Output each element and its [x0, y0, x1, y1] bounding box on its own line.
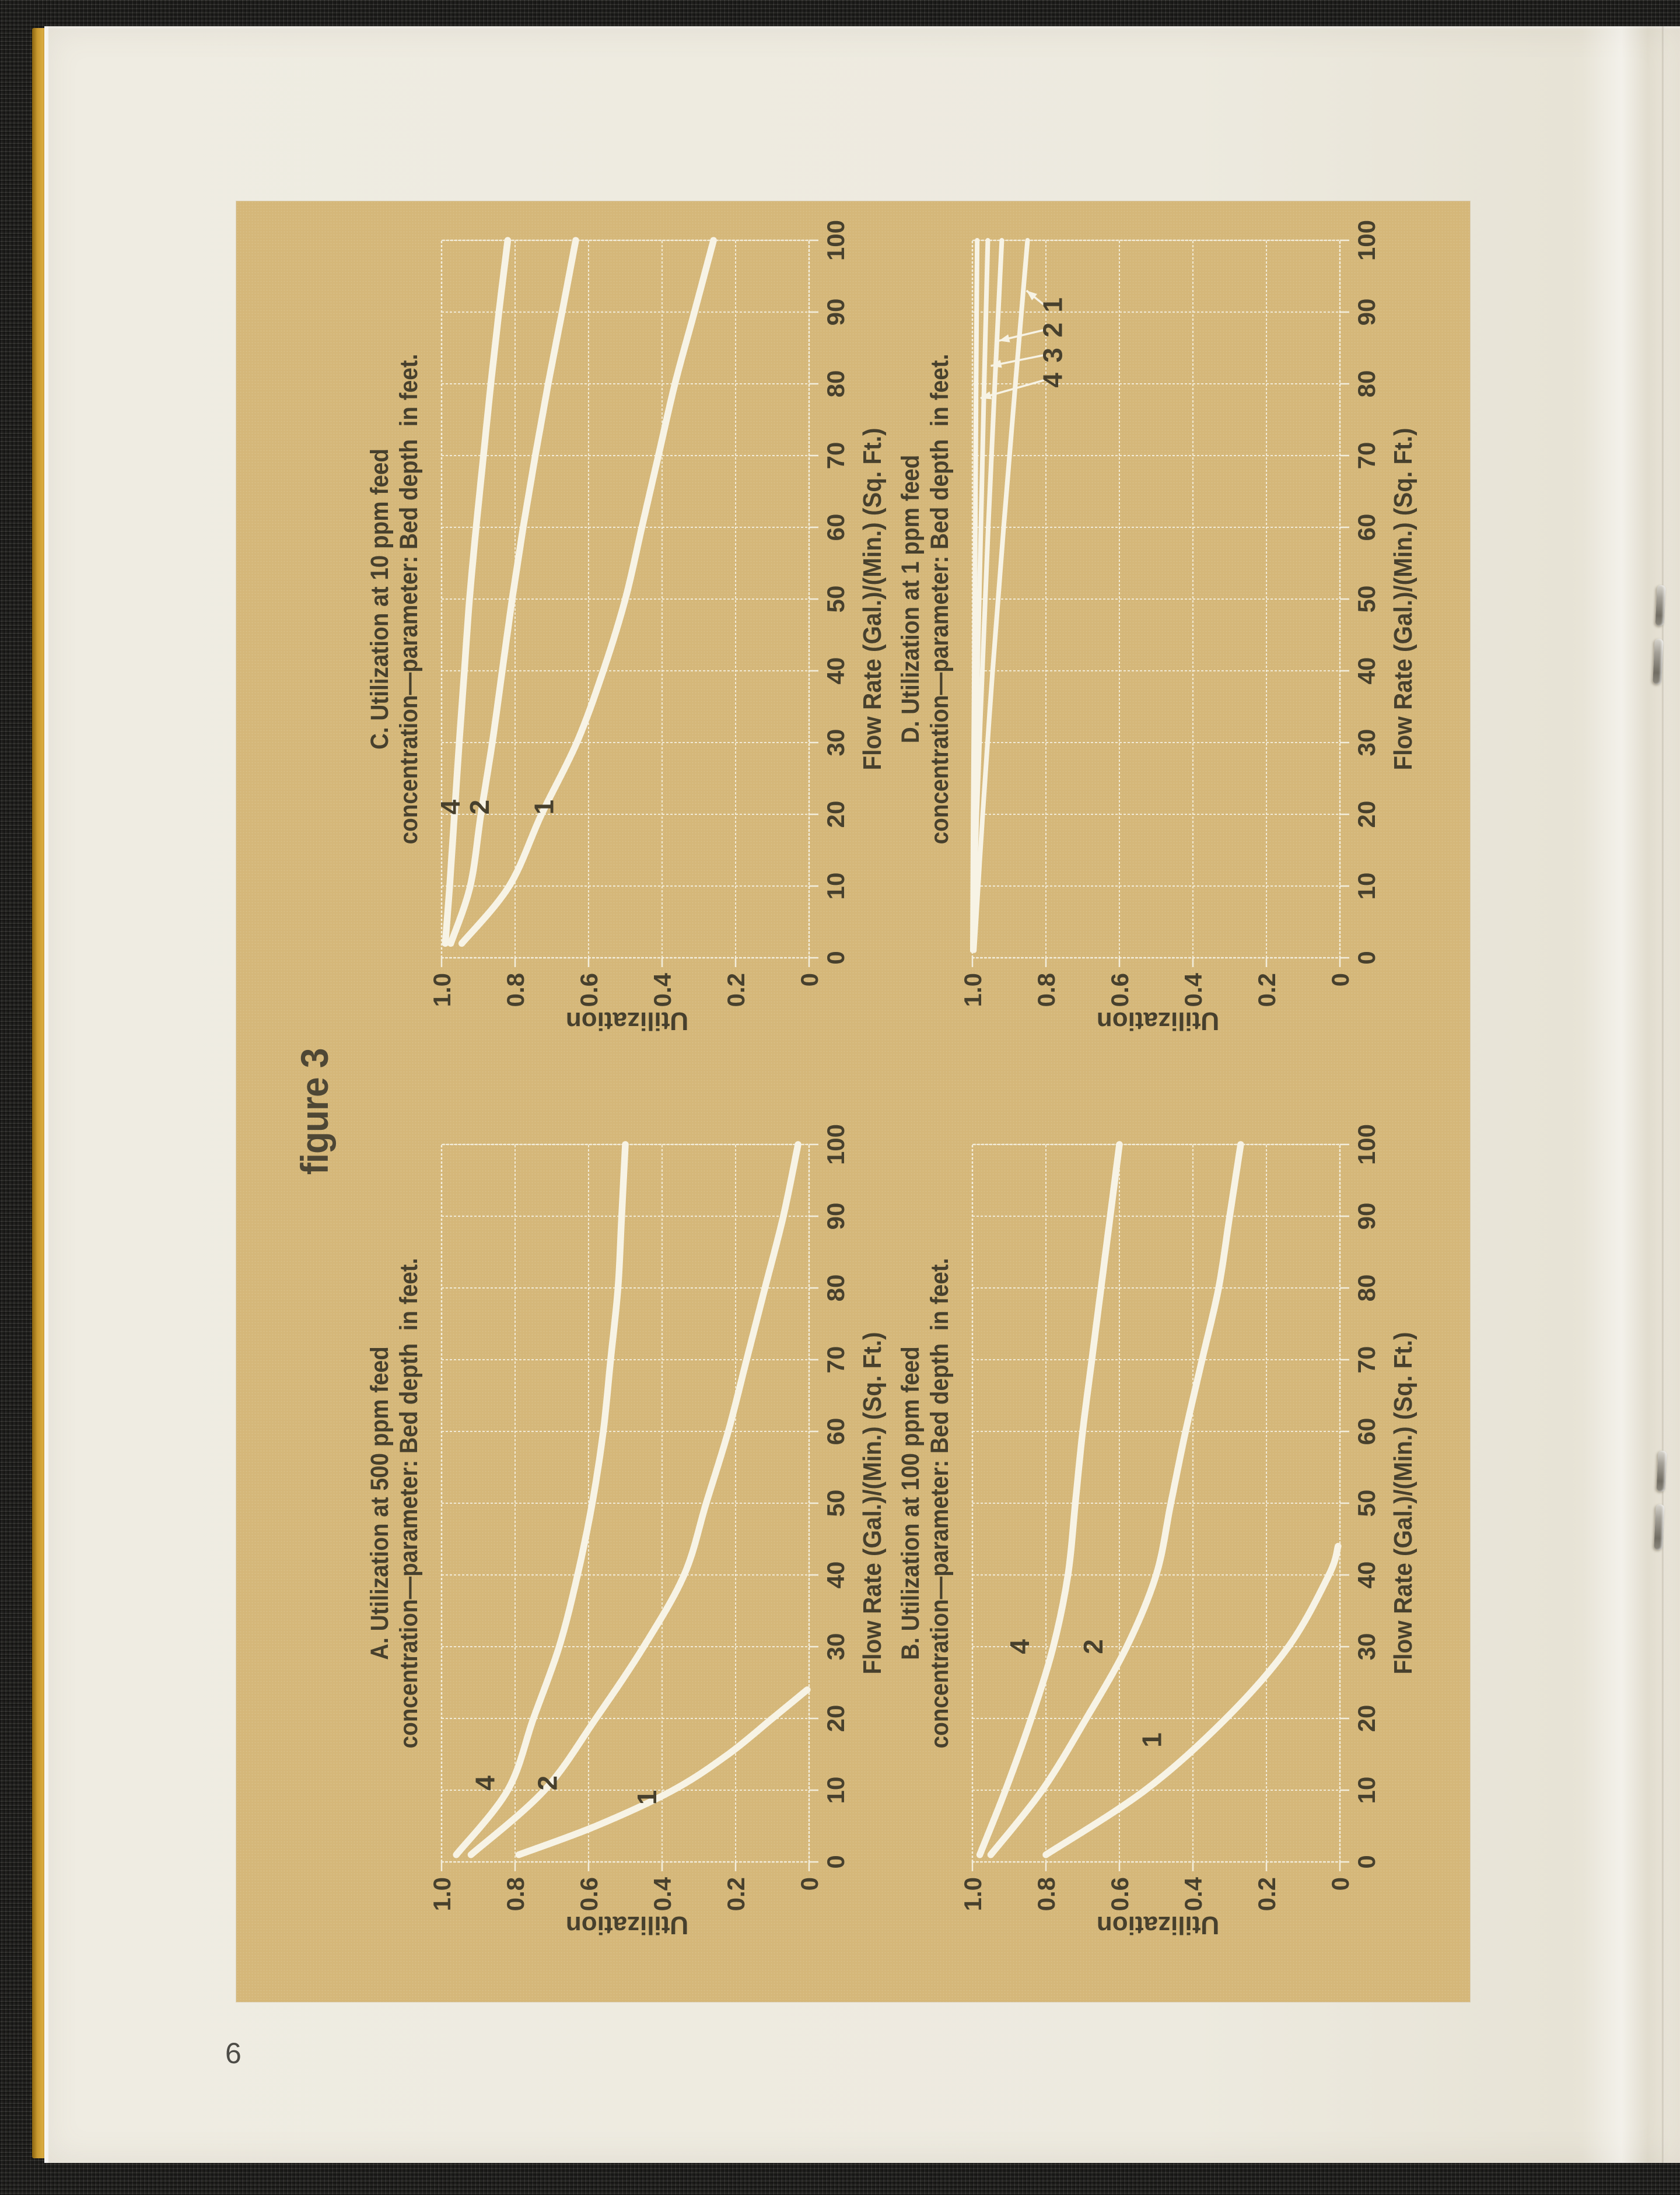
x-tick-label: 90 [822, 298, 849, 326]
y-tick-label: 0.8 [502, 1877, 529, 1912]
x-tick-label: 0 [822, 1855, 849, 1869]
x-axis-label: Flow Rate (Gal.)/(Min.) (Sq. Ft.) [858, 1332, 887, 1675]
x-tick-label: 20 [822, 1704, 849, 1732]
y-tick-label: 0 [1326, 1877, 1354, 1891]
y-tick-label: 1.0 [428, 973, 456, 1007]
curve-label-4: 4 [435, 799, 466, 815]
y-tick-label: 0.2 [1253, 1877, 1280, 1912]
y-tick-label: 0.8 [502, 973, 529, 1007]
x-tick-label: 90 [1353, 298, 1380, 326]
x-tick-label: 70 [1353, 1346, 1380, 1374]
y-tick-label: 0.4 [1180, 1877, 1207, 1912]
x-tick-label: 30 [1353, 1633, 1380, 1661]
x-tick-label: 80 [1353, 370, 1380, 398]
x-tick-label: 60 [1353, 513, 1380, 541]
x-tick-label: 50 [822, 585, 849, 613]
page-spine-sheen [1582, 26, 1670, 2163]
chart-title: D. Utilization at 1 ppm feed [897, 454, 925, 744]
chart-title: C. Utilization at 10 ppm feed [366, 448, 394, 750]
y-tick-label: 0.2 [722, 973, 750, 1007]
plot-group [959, 220, 1380, 1007]
x-tick-label: 40 [1353, 657, 1380, 685]
curve-bed-depth-1 [1046, 1546, 1338, 1855]
x-tick-label: 100 [1353, 1123, 1380, 1165]
plot-area [365, 141, 954, 1057]
x-tick-label: 10 [822, 872, 849, 900]
x-tick-label: 80 [822, 1274, 849, 1302]
curve-bed-depth-2 [471, 1144, 798, 1855]
x-tick-label: 50 [1353, 1489, 1380, 1517]
x-tick-label: 80 [822, 370, 849, 398]
curve-label-1: 1 [631, 1790, 662, 1805]
x-axis-label: Flow Rate (Gal.)/(Min.) (Sq. Ft.) [1389, 1332, 1418, 1675]
x-tick-label: 50 [822, 1489, 849, 1517]
x-tick-label: 0 [1353, 1855, 1380, 1869]
x-tick-label: 90 [1353, 1202, 1380, 1230]
chart-b-utilization-100ppm [895, 1045, 1485, 1961]
x-axis-label: Flow Rate (Gal.)/(Min.) (Sq. Ft.) [1389, 428, 1418, 771]
curve-label-1: 1 [1037, 297, 1068, 313]
curve-label-2: 2 [1037, 322, 1068, 338]
y-tick-label: 0 [796, 973, 823, 987]
curve-label-3: 3 [1037, 348, 1068, 363]
plot-group [428, 220, 849, 1007]
chart-title: B. Utilization at 100 ppm feed [897, 1346, 925, 1660]
plot-area [895, 1045, 1485, 1961]
x-tick-label: 30 [1353, 729, 1380, 757]
y-axis-label: Utilization [1096, 1911, 1220, 1940]
curve-bed-depth-4 [456, 1144, 625, 1855]
y-tick-label: 0.4 [1180, 973, 1207, 1007]
curve-label-4: 4 [1004, 1639, 1035, 1654]
x-tick-label: 40 [1353, 1561, 1380, 1589]
curve-bed-depth-4 [980, 1144, 1119, 1855]
curve-label-4: 4 [470, 1775, 501, 1791]
x-tick-label: 70 [1353, 442, 1380, 470]
y-axis-label: Utilization [565, 1007, 689, 1035]
curve-label-1: 1 [1136, 1732, 1167, 1748]
y-tick-label: 0.6 [575, 1877, 603, 1912]
chart-subtitle: concentration—parameter: Bed depth in feet. [926, 1258, 954, 1749]
y-axis-label: Utilization [565, 1911, 689, 1940]
x-tick-label: 30 [822, 729, 849, 757]
x-tick-label: 50 [1353, 585, 1380, 613]
x-tick-label: 30 [822, 1633, 849, 1661]
figure-label: figure 3 [293, 1048, 336, 1175]
page-number: 6 [225, 2037, 242, 2070]
y-tick-label: 0.2 [722, 1877, 750, 1912]
curve-bed-depth-1 [974, 240, 1027, 951]
y-tick-label: 1.0 [959, 1877, 986, 1912]
chart-a-utilization-500ppm [365, 1045, 954, 1961]
y-tick-label: 0.6 [1106, 973, 1133, 1007]
plot-group [428, 1124, 849, 1911]
y-axis-label: Utilization [1096, 1007, 1220, 1035]
curve-label-2: 2 [464, 799, 495, 815]
y-tick-label: 0.8 [1032, 1877, 1060, 1912]
y-tick-label: 0.6 [575, 973, 603, 1007]
y-tick-label: 0.8 [1032, 973, 1060, 1007]
y-tick-label: 1.0 [959, 973, 986, 1007]
curve-label-2: 2 [532, 1775, 563, 1791]
x-tick-label: 100 [822, 219, 849, 261]
curve-bed-depth-1 [462, 240, 714, 943]
x-tick-label: 10 [822, 1776, 849, 1804]
curve-label-4: 4 [1037, 373, 1068, 388]
x-axis-label: Flow Rate (Gal.)/(Min.) (Sq. Ft.) [858, 428, 887, 771]
rotated-figure [236, 201, 1470, 2002]
x-tick-label: 60 [822, 513, 849, 541]
x-tick-label: 100 [1353, 219, 1380, 261]
x-tick-label: 20 [1353, 800, 1380, 828]
chart-d-utilization-1ppm [895, 141, 1485, 1057]
y-tick-label: 0.2 [1253, 973, 1280, 1007]
plot-area [365, 1045, 954, 1961]
figure-panel [236, 201, 1470, 2002]
y-tick-label: 0 [796, 1877, 823, 1891]
x-tick-label: 70 [822, 1346, 849, 1374]
x-tick-label: 60 [822, 1417, 849, 1445]
chart-subtitle: concentration—parameter: Bed depth in feet. [926, 353, 954, 845]
x-tick-label: 40 [822, 657, 849, 685]
plot-area [895, 141, 1485, 1057]
x-tick-label: 40 [822, 1561, 849, 1589]
x-tick-label: 20 [822, 800, 849, 828]
x-tick-label: 10 [1353, 872, 1380, 900]
x-tick-label: 60 [1353, 1417, 1380, 1445]
x-tick-label: 80 [1353, 1274, 1380, 1302]
y-tick-label: 0.4 [649, 1877, 676, 1912]
y-tick-label: 0.6 [1106, 1877, 1133, 1912]
plot-group [959, 1124, 1380, 1911]
x-tick-label: 0 [822, 951, 849, 965]
spine-crease [1661, 26, 1664, 2163]
x-tick-label: 90 [822, 1202, 849, 1230]
chart-subtitle: concentration—parameter: Bed depth in feet. [395, 1258, 423, 1749]
x-tick-label: 20 [1353, 1704, 1380, 1732]
booklet-page [44, 26, 1680, 2163]
curve-label-1: 1 [528, 799, 559, 815]
curve-label-2: 2 [1077, 1639, 1108, 1654]
y-tick-label: 0 [1326, 973, 1354, 987]
chart-c-utilization-10ppm [365, 141, 954, 1057]
curve-bed-depth-2 [991, 1144, 1241, 1855]
x-tick-label: 10 [1353, 1776, 1380, 1804]
chart-title: A. Utilization at 500 ppm feed [366, 1346, 394, 1660]
chart-subtitle: concentration—parameter: Bed depth in feet. [395, 353, 423, 845]
x-tick-label: 0 [1353, 951, 1380, 965]
y-tick-label: 1.0 [428, 1877, 456, 1912]
x-tick-label: 100 [822, 1123, 849, 1165]
x-tick-label: 70 [822, 442, 849, 470]
y-tick-label: 0.4 [649, 973, 676, 1007]
